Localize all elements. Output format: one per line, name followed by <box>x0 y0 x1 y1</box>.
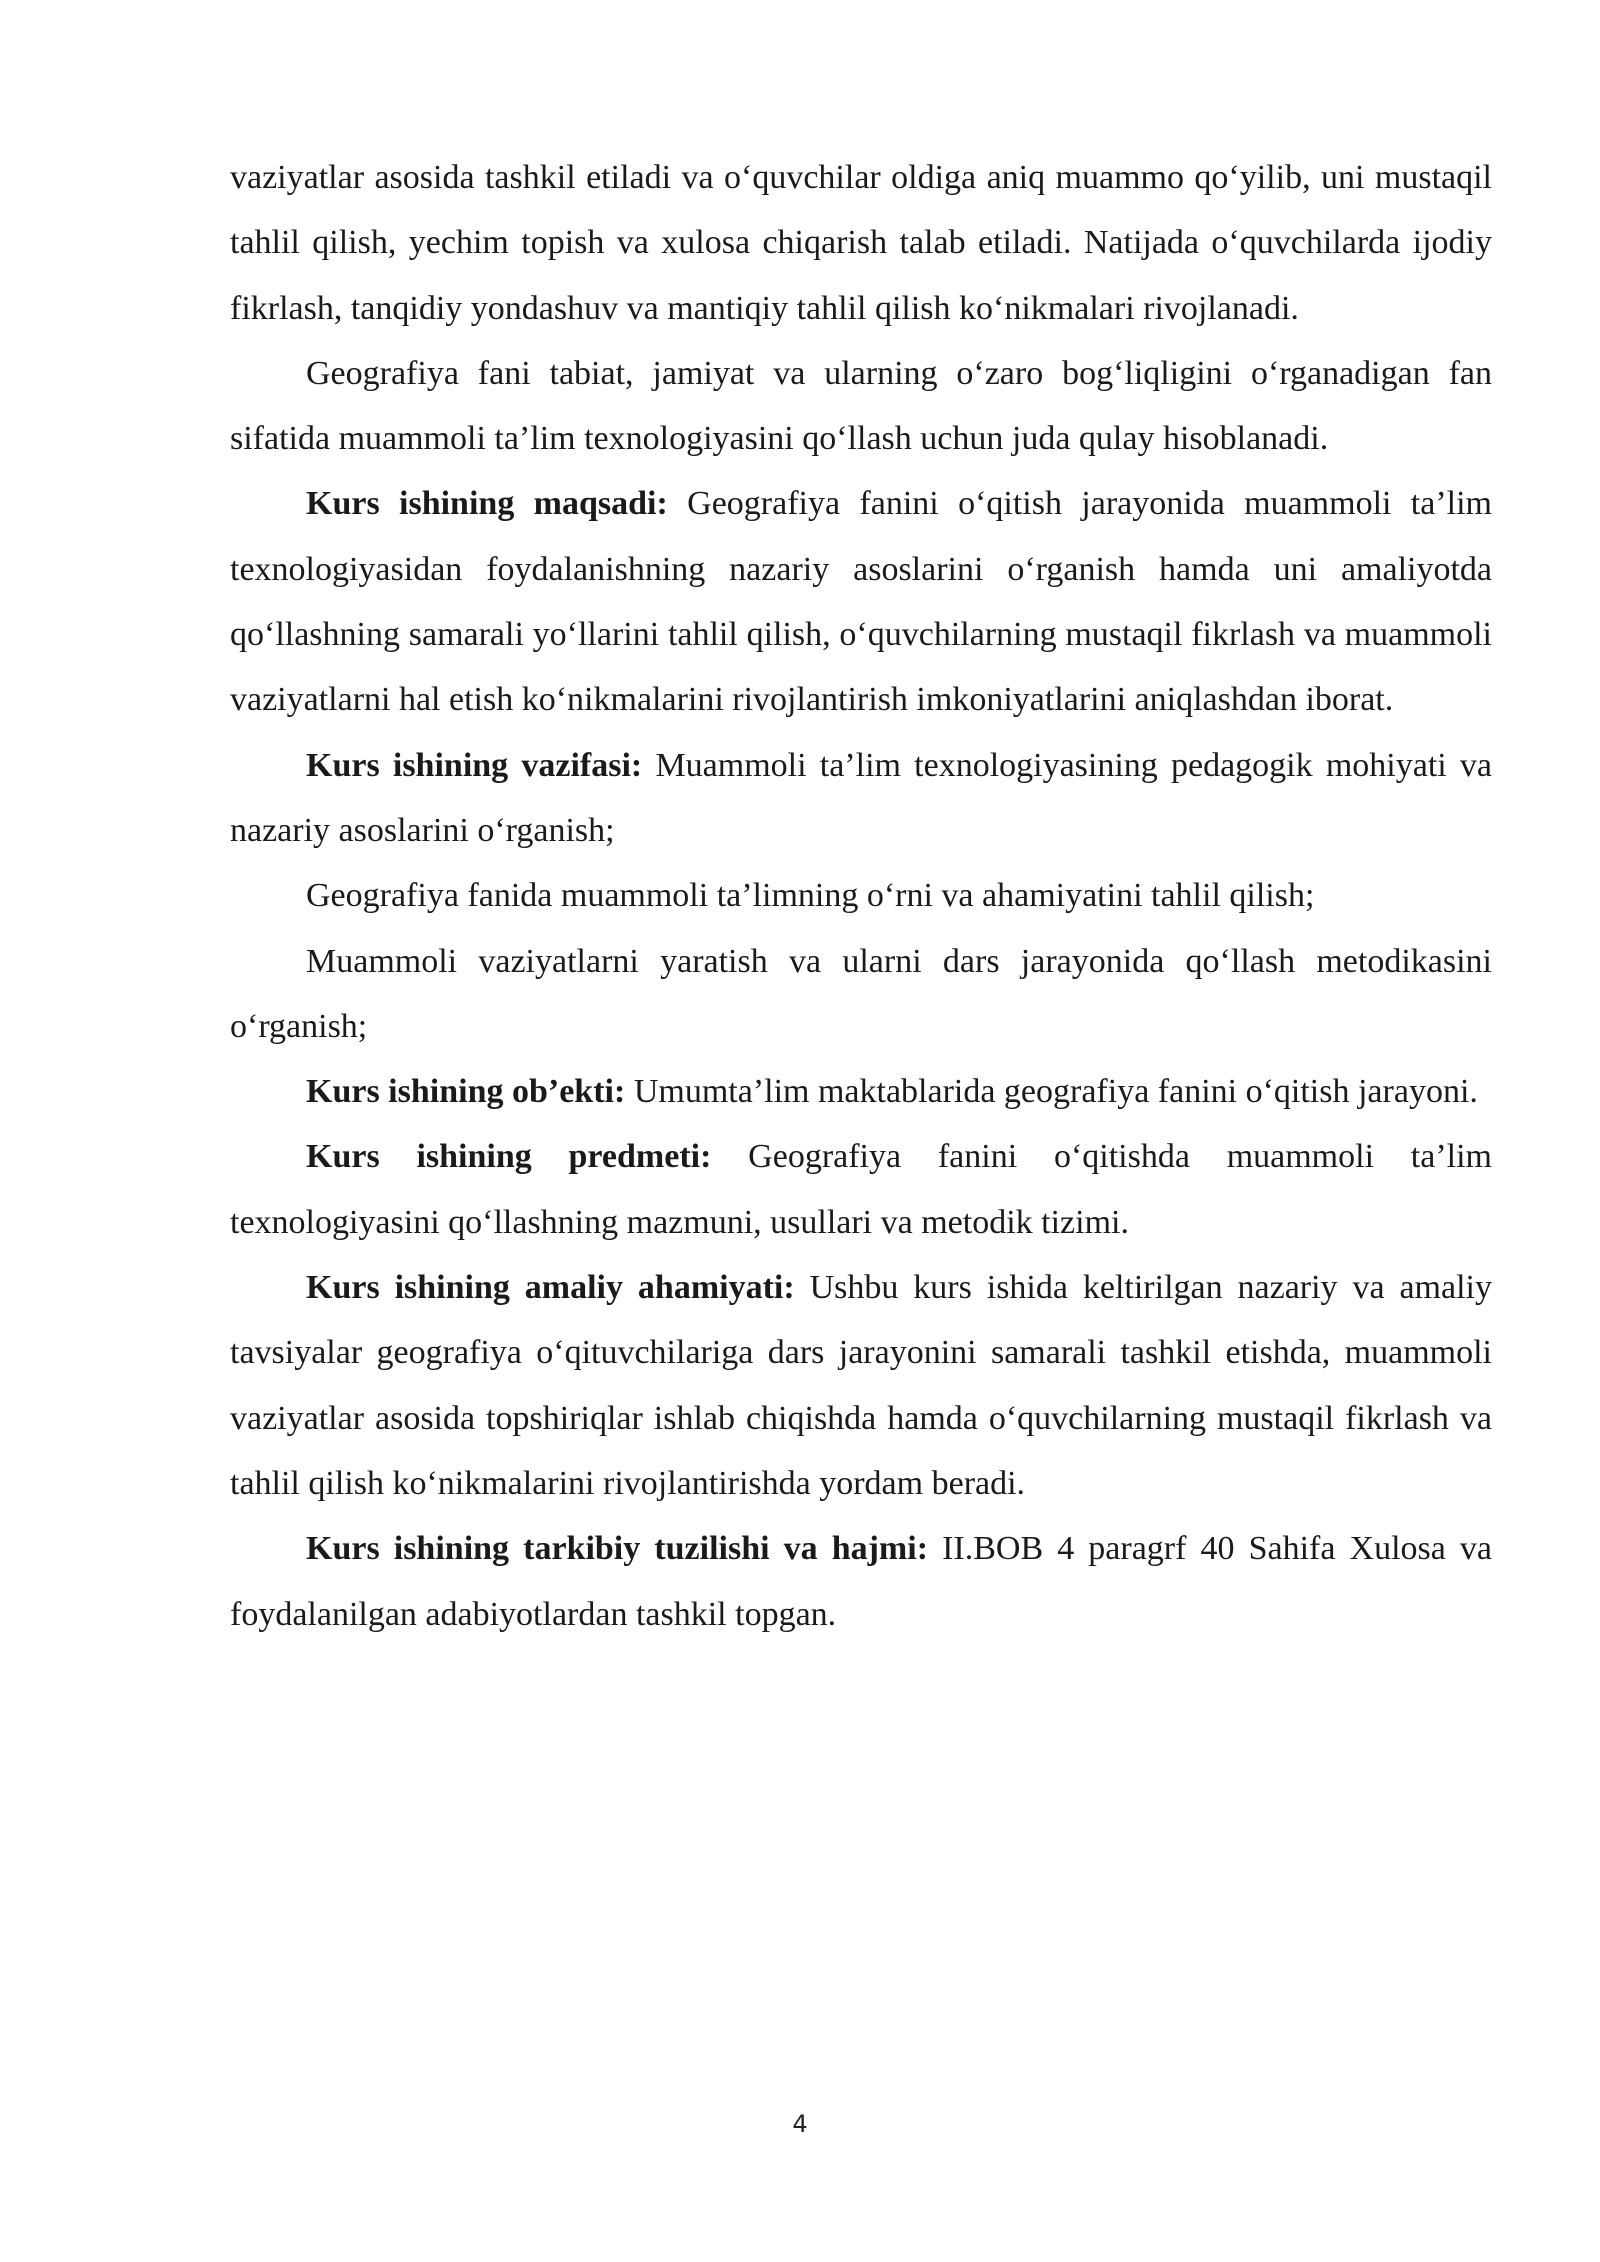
paragraph-text: II.BOB 4 paragrf 40 Sahifa Xulosa va foydalanilgan adabiyotlardan tashkil topgan. <box>230 1530 1492 1633</box>
paragraph-text: Muammoli vaziyatlarni yaratish va ularni dars jarayonida qo‘llash metodikasini o‘rganish; <box>230 942 1492 1045</box>
body-text <box>230 145 1492 1647</box>
paragraph-task-item <box>230 863 1492 928</box>
paragraph-tasks <box>230 733 1492 864</box>
paragraph-subject <box>230 1124 1492 1255</box>
object-label: Kurs ishining ob’ekti: <box>306 1073 626 1111</box>
subject-label: Kurs ishining predmeti: <box>306 1138 712 1176</box>
paragraph-text: Geografiya fanini o‘qitishda muammoli ta’lim texnologiyasini qo‘llashning mazmuni, usullari va metodik tizimi. <box>230 1138 1492 1241</box>
paragraph-text: Umumta’lim maktablarida geografiya fanini o‘qitish jarayoni. <box>625 1073 1478 1111</box>
paragraph-continuation <box>230 145 1492 341</box>
paragraph-practical-significance <box>230 1255 1492 1516</box>
paragraph-object <box>230 1059 1492 1124</box>
paragraph-goal <box>230 471 1492 732</box>
goal-label: Kurs ishining maqsadi: <box>306 485 668 523</box>
paragraph-text: Geografiya fani tabiat, jamiyat va ularning o‘zaro bog‘liqligini o‘rganadigan fan sifatida muammoli ta’lim texnologiyasini qo‘llash uchun juda qulay hisoblanadi. <box>230 354 1492 458</box>
practical-significance-label: Kurs ishining amaliy ahamiyati: <box>306 1269 795 1307</box>
structure-label: Kurs ishining tarkibiy tuzilishi va hajmi: <box>306 1530 929 1568</box>
paragraph-text: Muammoli ta’lim texnologiyasining pedagogik mohiyati va nazariy asoslarini o‘rganish; <box>230 746 1493 849</box>
paragraph-task-item <box>230 929 1492 1060</box>
paragraph-text: Geografiya fanida muammoli ta’limning o‘rni va ahamiyatini tahlil qilish; <box>306 877 1315 915</box>
paragraph-text: Ushbu kurs ishida keltirilgan nazariy va amaliy tavsiyalar geografiya o‘qituvchilariga dars jarayonini samarali tashkil etishda, muammoli vaziyatlar asosida topshiriqlar ishlab chiqishda hamda o‘quvchilarning mustaqil fikrlash va tahlil qilish ko‘nikmalarini rivojlantirishda yordam beradi. <box>230 1269 1492 1502</box>
page-number: 4 <box>792 2110 808 2138</box>
paragraph-structure <box>230 1516 1492 1647</box>
paragraph-geography-intro <box>230 341 1492 472</box>
paragraph-text: vaziyatlar asosida tashkil etiladi va o‘quvchilar oldiga aniq muammo qo‘yilib, uni mustaqil tahlil qilish, yechim topish va xulosa chiqarish talab etiladi. Natijada o‘quvchilarda ijodiy fikrlash, tanqidiy yondashuv va mantiqiy tahlil qilish ko‘nikmalari rivojlanadi. <box>230 159 1492 327</box>
tasks-label: Kurs ishining vazifasi: <box>306 746 643 784</box>
paragraph-text: Geografiya fanini o‘qitish jarayonida muammoli ta’lim texnologiyasidan foydalanishning nazariy asoslarini o‘rganish hamda uni amaliyotda qo‘llashning samarali yo‘llarini tahlil qilish, o‘quvchilarning mustaqil fikrlash va muammoli vaziyatlarni hal etish ko‘nikmalarini rivojlantirish imkoniyatlarini aniqlashdan iborat. <box>230 485 1492 719</box>
